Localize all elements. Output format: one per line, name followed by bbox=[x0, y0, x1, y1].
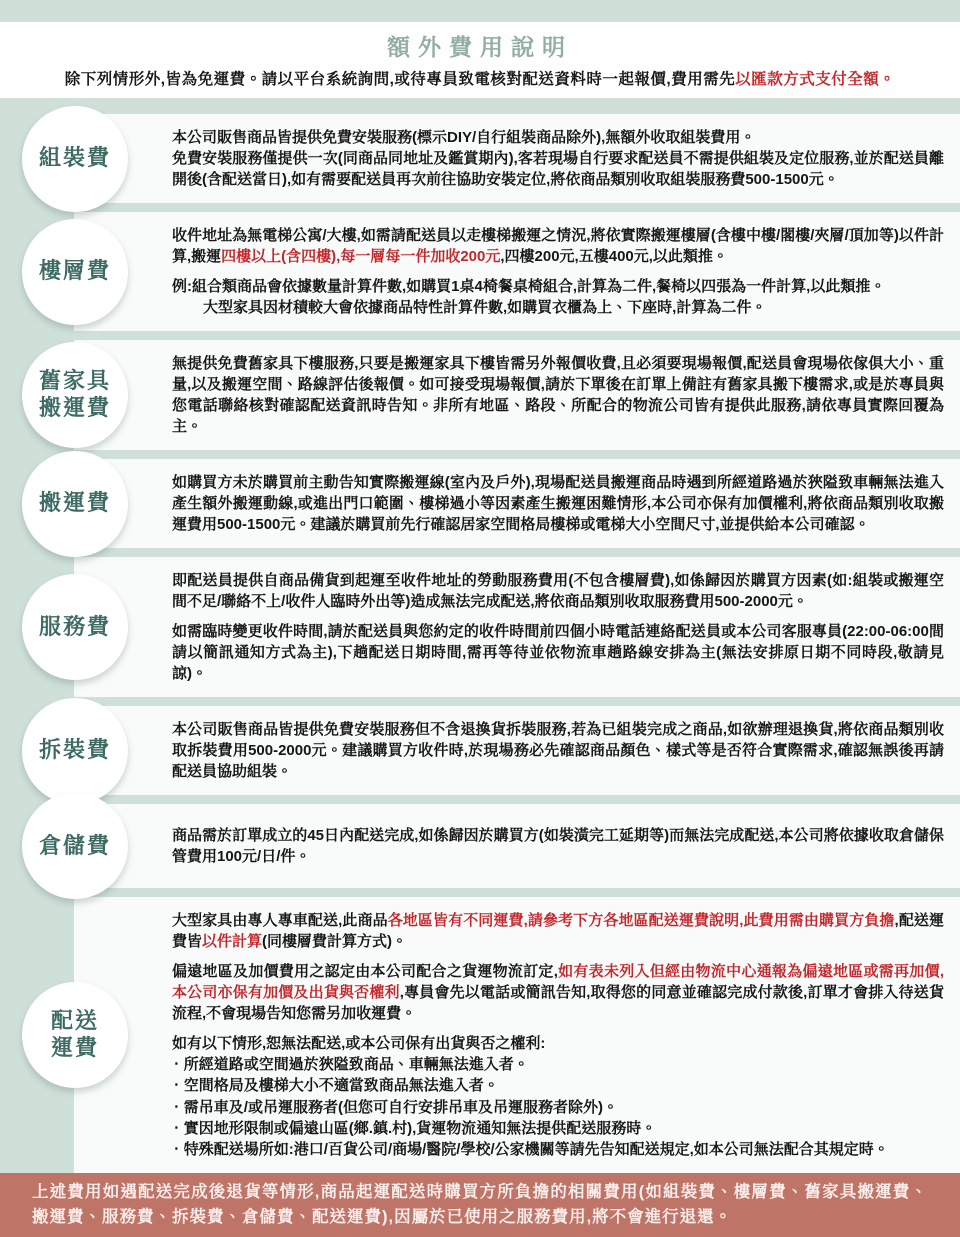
bullet-item bbox=[172, 1097, 944, 1118]
bullet-item bbox=[172, 1139, 944, 1160]
fee-label-text: 配送 bbox=[50, 1008, 99, 1034]
footer-text: 上述費用如遇配送完成後退貨等情形,商品起運配送時購買方所負擔的相關費用(如組裝費、樓層費、舊家具搬運費、搬運費、服務費、拆裝費、倉儲費、配送運費),因屬於已使用之服務費用,將不會進行退還。 bbox=[32, 1182, 928, 1227]
fee-label-circle bbox=[22, 106, 128, 212]
fee-label-circle bbox=[22, 793, 128, 899]
section-paragraph: 大型家具由專人專車配送,此商品各地區皆有不同運費,請參考下方各地區配送運費說明,此費用需由購買方負擔,配送運費皆以件計算(同樓層費計算方式)。 bbox=[172, 912, 945, 950]
fee-label-text: 搬運費 bbox=[38, 395, 111, 420]
section-paragraph: 本公司販售商品皆提供免費安裝服務(標示DIY/自行組裝商品除外),無額外收取組裝費用。 bbox=[172, 129, 756, 146]
bullet-dot-icon: ‧ bbox=[174, 1141, 179, 1159]
fee-section-row-moving-fee bbox=[38, 459, 960, 548]
fee-label-text: 舊家具 bbox=[38, 368, 111, 394]
bullet-text: 所經道路或空間過於狹隘致商品、車輛無法進入者。 bbox=[183, 1056, 529, 1073]
section-paragraph: 大型家具因材積較大會依據商品特性計算件數,如購買衣櫃為上、下座時,計算為二件。 bbox=[203, 299, 767, 316]
fee-label-text: 組裝費 bbox=[38, 145, 111, 171]
section-paragraph: 如購買方未於購買前主動告知實際搬運線(室內及戶外),現場配送員搬運商品時遇到所經道路過於狹隘致車輛無法進入產生額外搬運動線,或進出門口範圍、樓梯過小等因素產生搬運困難情形,本公司亦保有加價權利,將依商品類別收取搬運費用500-1500元。建議於購買前先行確認居家空間格局樓梯或電梯大小空間尺寸,並提供給本公司確認。 bbox=[172, 474, 944, 533]
section-paragraph: 如需臨時變更收件時間,請於配送員與您約定的收件時間前四個小時電話連絡配送員或本公司客服專員(22:00-06:00間請以簡訊通知方式為主),下趟配送日期時間,需再等待並依物流車趟路線安排為主(無法安排原日期不同時段,敬請見諒)。 bbox=[172, 623, 944, 682]
section-paragraph: 如有以下情形,恕無法配送,或本公司保有出貨與否之權利: bbox=[172, 1035, 546, 1052]
fee-label-circle bbox=[22, 219, 128, 325]
bullet-dot-icon: ‧ bbox=[174, 1098, 179, 1116]
fee-label-text: 樓層費 bbox=[38, 258, 111, 284]
fee-section-row-service-fee bbox=[38, 557, 960, 697]
bullet-text: 實因地形限制或偏遠山區(鄉.鎮.村),貨運物流通知無法提供配送服務時。 bbox=[183, 1119, 657, 1137]
fee-label-circle bbox=[22, 574, 128, 680]
fee-section-row-disassembly-fee bbox=[38, 706, 960, 795]
bullet-dot-icon: ‧ bbox=[174, 1077, 179, 1095]
fee-sections bbox=[0, 114, 960, 1173]
page-subtitle bbox=[10, 67, 950, 89]
fee-section-body bbox=[172, 910, 944, 1160]
fee-label-text: 服務費 bbox=[38, 613, 111, 639]
section-paragraph: 即配送員提供自商品備貨到起運至收件地址的勞動服務費用(不包含樓層費),如係歸因於購買方因素(如:組裝或搬運空間不足/聯絡不上/收件人臨時外出等)造成無法完成配送,將依商品類別收取服務費用500-2000元。 bbox=[172, 572, 944, 610]
page-header bbox=[0, 22, 960, 98]
fee-label-text: 搬運費 bbox=[38, 490, 111, 516]
section-paragraph: 偏遠地區及加價費用之認定由本公司配合之貨運物流訂定,如有表未列入但經由物流中心通報為偏遠地區或需再加價,本公司亦保有加價及出貨與否權利,專員會先以電話或簡訊告知,取得您的同意並確認完成付款後,訂單才會排入待送貨流程,不會現場告知您需另加收運費。 bbox=[172, 963, 945, 1022]
fee-section-body bbox=[172, 353, 944, 437]
subtitle-text: 除下列情形外,皆為免運費。請以平台系統詢問,或待專員致電核對配送資料時一起報價,費用需先 bbox=[64, 71, 736, 88]
fee-label-circle bbox=[22, 342, 128, 448]
refund-notice-footer bbox=[0, 1173, 960, 1237]
page-title: 額外費用說明 bbox=[387, 34, 573, 60]
bullet-dot-icon: ‧ bbox=[174, 1119, 179, 1137]
subtitle-red-text: 以匯款方式支付全額。 bbox=[735, 71, 896, 88]
fee-section-row-old-furniture-moving-fee bbox=[38, 340, 960, 450]
fee-section-body bbox=[172, 472, 944, 535]
section-paragraph: 收件地址為無電梯公寓/大樓,如需請配送員以走樓梯搬運之情況,將依實際搬運樓層(含樓中樓/閣樓/夾層/頂加等)以件計算,搬運四樓以上(含四樓),每一層每一件加收200元,四樓200元,五樓400元,以此類推。 bbox=[172, 227, 944, 265]
fee-section-row-assembly-fee bbox=[38, 114, 960, 203]
fee-section-row-storage-fee bbox=[38, 804, 960, 888]
fee-section-body bbox=[172, 825, 944, 867]
section-paragraph: 商品需於訂單成立的45日內配送完成,如係歸因於購買方(如裝潢完工延期等)而無法完成配送,本公司將依據收取倉儲保管費用100元/日/件。 bbox=[172, 827, 944, 865]
section-paragraph: 免費安裝服務僅提供一次(同商品同地址及鑑賞期內),客若現場自行要求配送員不需提供組裝及定位服務,並於配送員離開後(含配送當日),如有需要配送員再次前往協助安裝定位,將依商品類別收取組裝服務費500-1500元。 bbox=[172, 150, 944, 188]
fee-label-text: 倉儲費 bbox=[38, 832, 111, 858]
bullet-item bbox=[172, 1054, 944, 1075]
section-paragraph: 本公司販售商品皆提供免費安裝服務但不含退換貨拆裝服務,若為已組裝完成之商品,如欲辦理退換貨,將依商品類別收取拆裝費用500-2000元。建議購買方收件時,於現場務必先確認商品顏色、樣式等是否符合實際需求,確認無誤後再請配送員協助組裝。 bbox=[172, 721, 944, 780]
fee-section-body bbox=[172, 225, 944, 318]
fee-section-body bbox=[172, 127, 944, 190]
fee-label-text: 運費 bbox=[50, 1035, 99, 1061]
section-paragraph: 例:組合類商品會依據數量計算件數,如購買1桌4椅餐桌椅組合,計算為二件,餐椅以四張為一件計算,以此類推。 bbox=[172, 278, 886, 295]
fee-section-body bbox=[172, 719, 944, 782]
fee-section-row-delivery-fee bbox=[50, 897, 960, 1173]
fee-section-body bbox=[172, 570, 944, 684]
bullet-text: 空間格局及樓梯大小不適當致商品無法進入者。 bbox=[183, 1077, 499, 1095]
fee-label-text: 拆裝費 bbox=[38, 737, 111, 763]
fee-label-circle bbox=[22, 451, 128, 557]
bullet-text: 需吊車及/或吊運服務者(但您可自行安排吊車及吊運服務者除外)。 bbox=[183, 1098, 618, 1116]
bullet-dot-icon: ‧ bbox=[174, 1056, 179, 1073]
bullet-item bbox=[172, 1075, 944, 1096]
fee-label-circle bbox=[22, 698, 128, 804]
fee-label-circle bbox=[22, 982, 128, 1088]
bullet-item bbox=[172, 1118, 944, 1139]
bullet-text: 特殊配送場所如:港口/百貨公司/商場/醫院/學校/公家機關等請先告知配送規定,如本公司無法配合其規定時。 bbox=[183, 1141, 889, 1159]
section-paragraph: 無提供免費舊家具下樓服務,只要是搬運家具下樓皆需另外報價收費,且必須要現場報價,配送員會現場依傢俱大小、重量,以及搬運空間、路線評估後報價。如可接受現場報價,請於下單後在訂單上備註有舊家具搬下樓需求,或是於專員與您電話聯絡核對確認配送資訊時告知。非所有地區、路段、所配合的物流公司皆有提供此服務,請依專員實際回覆為主。 bbox=[172, 355, 944, 435]
fee-section-row-floor-fee bbox=[38, 212, 960, 331]
